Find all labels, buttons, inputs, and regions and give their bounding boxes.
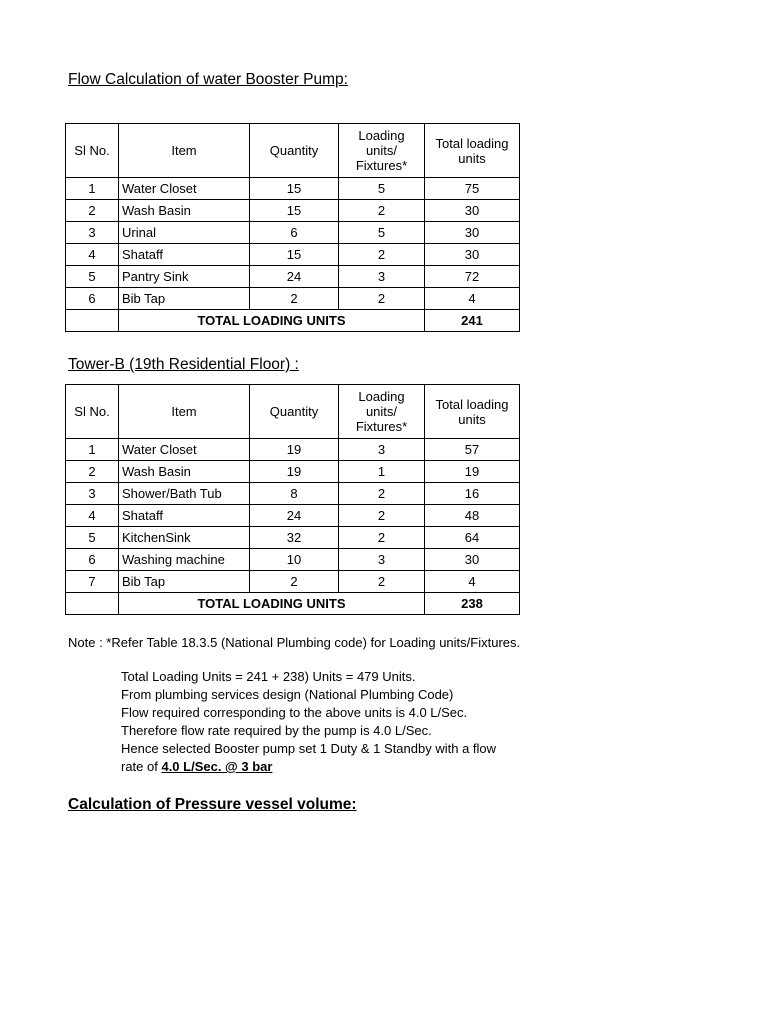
table-row <box>66 461 520 483</box>
quantity-cell: 15 <box>250 200 339 222</box>
quantity-cell: 19 <box>250 439 339 461</box>
quantity-cell: 32 <box>250 527 339 549</box>
table-row <box>66 439 520 461</box>
sl-no-cell: 1 <box>66 178 119 200</box>
col-header-total-loading-units <box>425 385 520 439</box>
item-cell: Shower/Bath Tub <box>119 483 250 505</box>
total-loading-cell: 30 <box>425 222 520 244</box>
item-cell: Bib Tap <box>119 288 250 310</box>
calc-line: Flow required corresponding to the above units is 4.0 L/Sec. <box>121 705 468 720</box>
col-header-item: Item <box>119 124 250 178</box>
header-line: Fixtures* <box>355 158 408 173</box>
quantity-cell: 15 <box>250 178 339 200</box>
loading-units-cell: 2 <box>339 483 425 505</box>
loading-units-cell: 5 <box>339 222 425 244</box>
item-cell: Wash Basin <box>119 461 250 483</box>
quantity-cell: 8 <box>250 483 339 505</box>
item-cell: Shataff <box>119 505 250 527</box>
table-cell <box>66 310 119 332</box>
item-cell: Bib Tap <box>119 571 250 593</box>
loading-units-cell: 2 <box>339 505 425 527</box>
loading-units-cell: 2 <box>339 244 425 266</box>
table-row <box>66 527 520 549</box>
total-loading-cell: 75 <box>425 178 520 200</box>
table-row <box>66 288 520 310</box>
table-row <box>66 244 520 266</box>
table-row <box>66 505 520 527</box>
item-cell: KitchenSink <box>119 527 250 549</box>
col-header-loading-units <box>339 124 425 178</box>
loading-units-cell: 3 <box>339 439 425 461</box>
col-header-quantity: Quantity <box>250 124 339 178</box>
sl-no-cell: 2 <box>66 461 119 483</box>
total-value: 241 <box>425 310 520 332</box>
total-loading-cell: 30 <box>425 244 520 266</box>
total-loading-cell: 72 <box>425 266 520 288</box>
total-loading-cell: 30 <box>425 200 520 222</box>
total-value: 238 <box>425 593 520 615</box>
sl-no-cell: 5 <box>66 266 119 288</box>
total-label: TOTAL LOADING UNITS <box>119 593 425 615</box>
total-loading-cell: 19 <box>425 461 520 483</box>
total-loading-cell: 57 <box>425 439 520 461</box>
col-header-item: Item <box>119 385 250 439</box>
total-label: TOTAL LOADING UNITS <box>119 310 425 332</box>
loading-units-cell: 1 <box>339 461 425 483</box>
col-header-loading-units <box>339 385 425 439</box>
sl-no-cell: 7 <box>66 571 119 593</box>
total-loading-cell: 4 <box>425 571 520 593</box>
header-line: units <box>458 150 486 166</box>
quantity-cell: 15 <box>250 244 339 266</box>
calc-line: Total Loading Units = 241 + 238) Units = 479 Units. <box>121 669 416 684</box>
sl-no-cell: 5 <box>66 527 119 549</box>
footnote: Note : *Refer Table 18.3.5 (National Plumbing code) for Loading units/Fixtures. <box>68 635 521 650</box>
total-loading-cell: 16 <box>425 483 520 505</box>
header-line: units/ <box>365 404 398 419</box>
item-cell: Wash Basin <box>119 200 250 222</box>
calc-line: Hence selected Booster pump set 1 Duty & 1 Standby with a flow <box>121 741 497 756</box>
loading-units-cell: 5 <box>339 178 425 200</box>
table-row <box>66 571 520 593</box>
loading-units-cell: 2 <box>339 527 425 549</box>
header-line: units <box>458 411 486 427</box>
page-title: Flow Calculation of water Booster Pump: <box>68 71 348 88</box>
table-total-row <box>66 593 520 615</box>
sl-no-cell: 6 <box>66 549 119 571</box>
loading-units-cell: 3 <box>339 266 425 288</box>
quantity-cell: 2 <box>250 288 339 310</box>
sl-no-cell: 2 <box>66 200 119 222</box>
table-body <box>66 439 520 593</box>
col-header-sl-no: Sl No. <box>66 385 119 439</box>
header-line: Total loading <box>435 396 509 412</box>
item-cell: Shataff <box>119 244 250 266</box>
col-header-total-loading-units <box>425 124 520 178</box>
sl-no-cell: 3 <box>66 483 119 505</box>
item-cell: Water Closet <box>119 178 250 200</box>
total-loading-cell: 4 <box>425 288 520 310</box>
quantity-cell: 24 <box>250 266 339 288</box>
quantity-cell: 2 <box>250 571 339 593</box>
item-cell: Water Closet <box>119 439 250 461</box>
header-line: Loading <box>358 389 405 404</box>
header-line: units/ <box>365 143 398 158</box>
selected-flow-rate: 4.0 L/Sec. @ 3 bar <box>161 759 273 774</box>
header-line: Fixtures* <box>355 419 408 434</box>
table-row <box>66 222 520 244</box>
item-cell: Urinal <box>119 222 250 244</box>
item-cell: Pantry Sink <box>119 266 250 288</box>
table-row <box>66 200 520 222</box>
col-header-sl-no: Sl No. <box>66 124 119 178</box>
section-title-pressure-vessel: Calculation of Pressure vessel volume: <box>68 796 357 813</box>
total-loading-cell: 30 <box>425 549 520 571</box>
quantity-cell: 24 <box>250 505 339 527</box>
sl-no-cell: 1 <box>66 439 119 461</box>
col-header-quantity: Quantity <box>250 385 339 439</box>
calc-line-prefix: rate of <box>121 759 162 774</box>
table-row <box>66 178 520 200</box>
sl-no-cell: 3 <box>66 222 119 244</box>
loading-units-cell: 2 <box>339 288 425 310</box>
loading-units-cell: 2 <box>339 571 425 593</box>
table-row <box>66 266 520 288</box>
section-title-tower-b: Tower-B (19th Residential Floor) : <box>68 356 299 373</box>
loading-units-cell: 2 <box>339 200 425 222</box>
item-cell: Washing machine <box>119 549 250 571</box>
tower-b-loading-table <box>65 384 520 615</box>
quantity-cell: 19 <box>250 461 339 483</box>
total-loading-cell: 64 <box>425 527 520 549</box>
quantity-cell: 6 <box>250 222 339 244</box>
sl-no-cell: 6 <box>66 288 119 310</box>
header-line: Loading <box>358 128 405 143</box>
sl-no-cell: 4 <box>66 505 119 527</box>
table-header-row <box>66 124 520 178</box>
table-cell <box>66 593 119 615</box>
table-row <box>66 483 520 505</box>
calc-line: Therefore flow rate required by the pump is 4.0 L/Sec. <box>121 723 432 738</box>
table-total-row <box>66 310 520 332</box>
calculation-text <box>121 668 496 776</box>
quantity-cell: 10 <box>250 549 339 571</box>
loading-units-cell: 3 <box>339 549 425 571</box>
table-row <box>66 549 520 571</box>
table-header-row <box>66 385 520 439</box>
header-line: Total loading <box>435 135 509 151</box>
calc-line <box>121 758 496 776</box>
table-body <box>66 178 520 310</box>
calc-line: From plumbing services design (National Plumbing Code) <box>121 687 454 702</box>
total-loading-cell: 48 <box>425 505 520 527</box>
sl-no-cell: 4 <box>66 244 119 266</box>
booster-pump-loading-table <box>65 123 520 332</box>
